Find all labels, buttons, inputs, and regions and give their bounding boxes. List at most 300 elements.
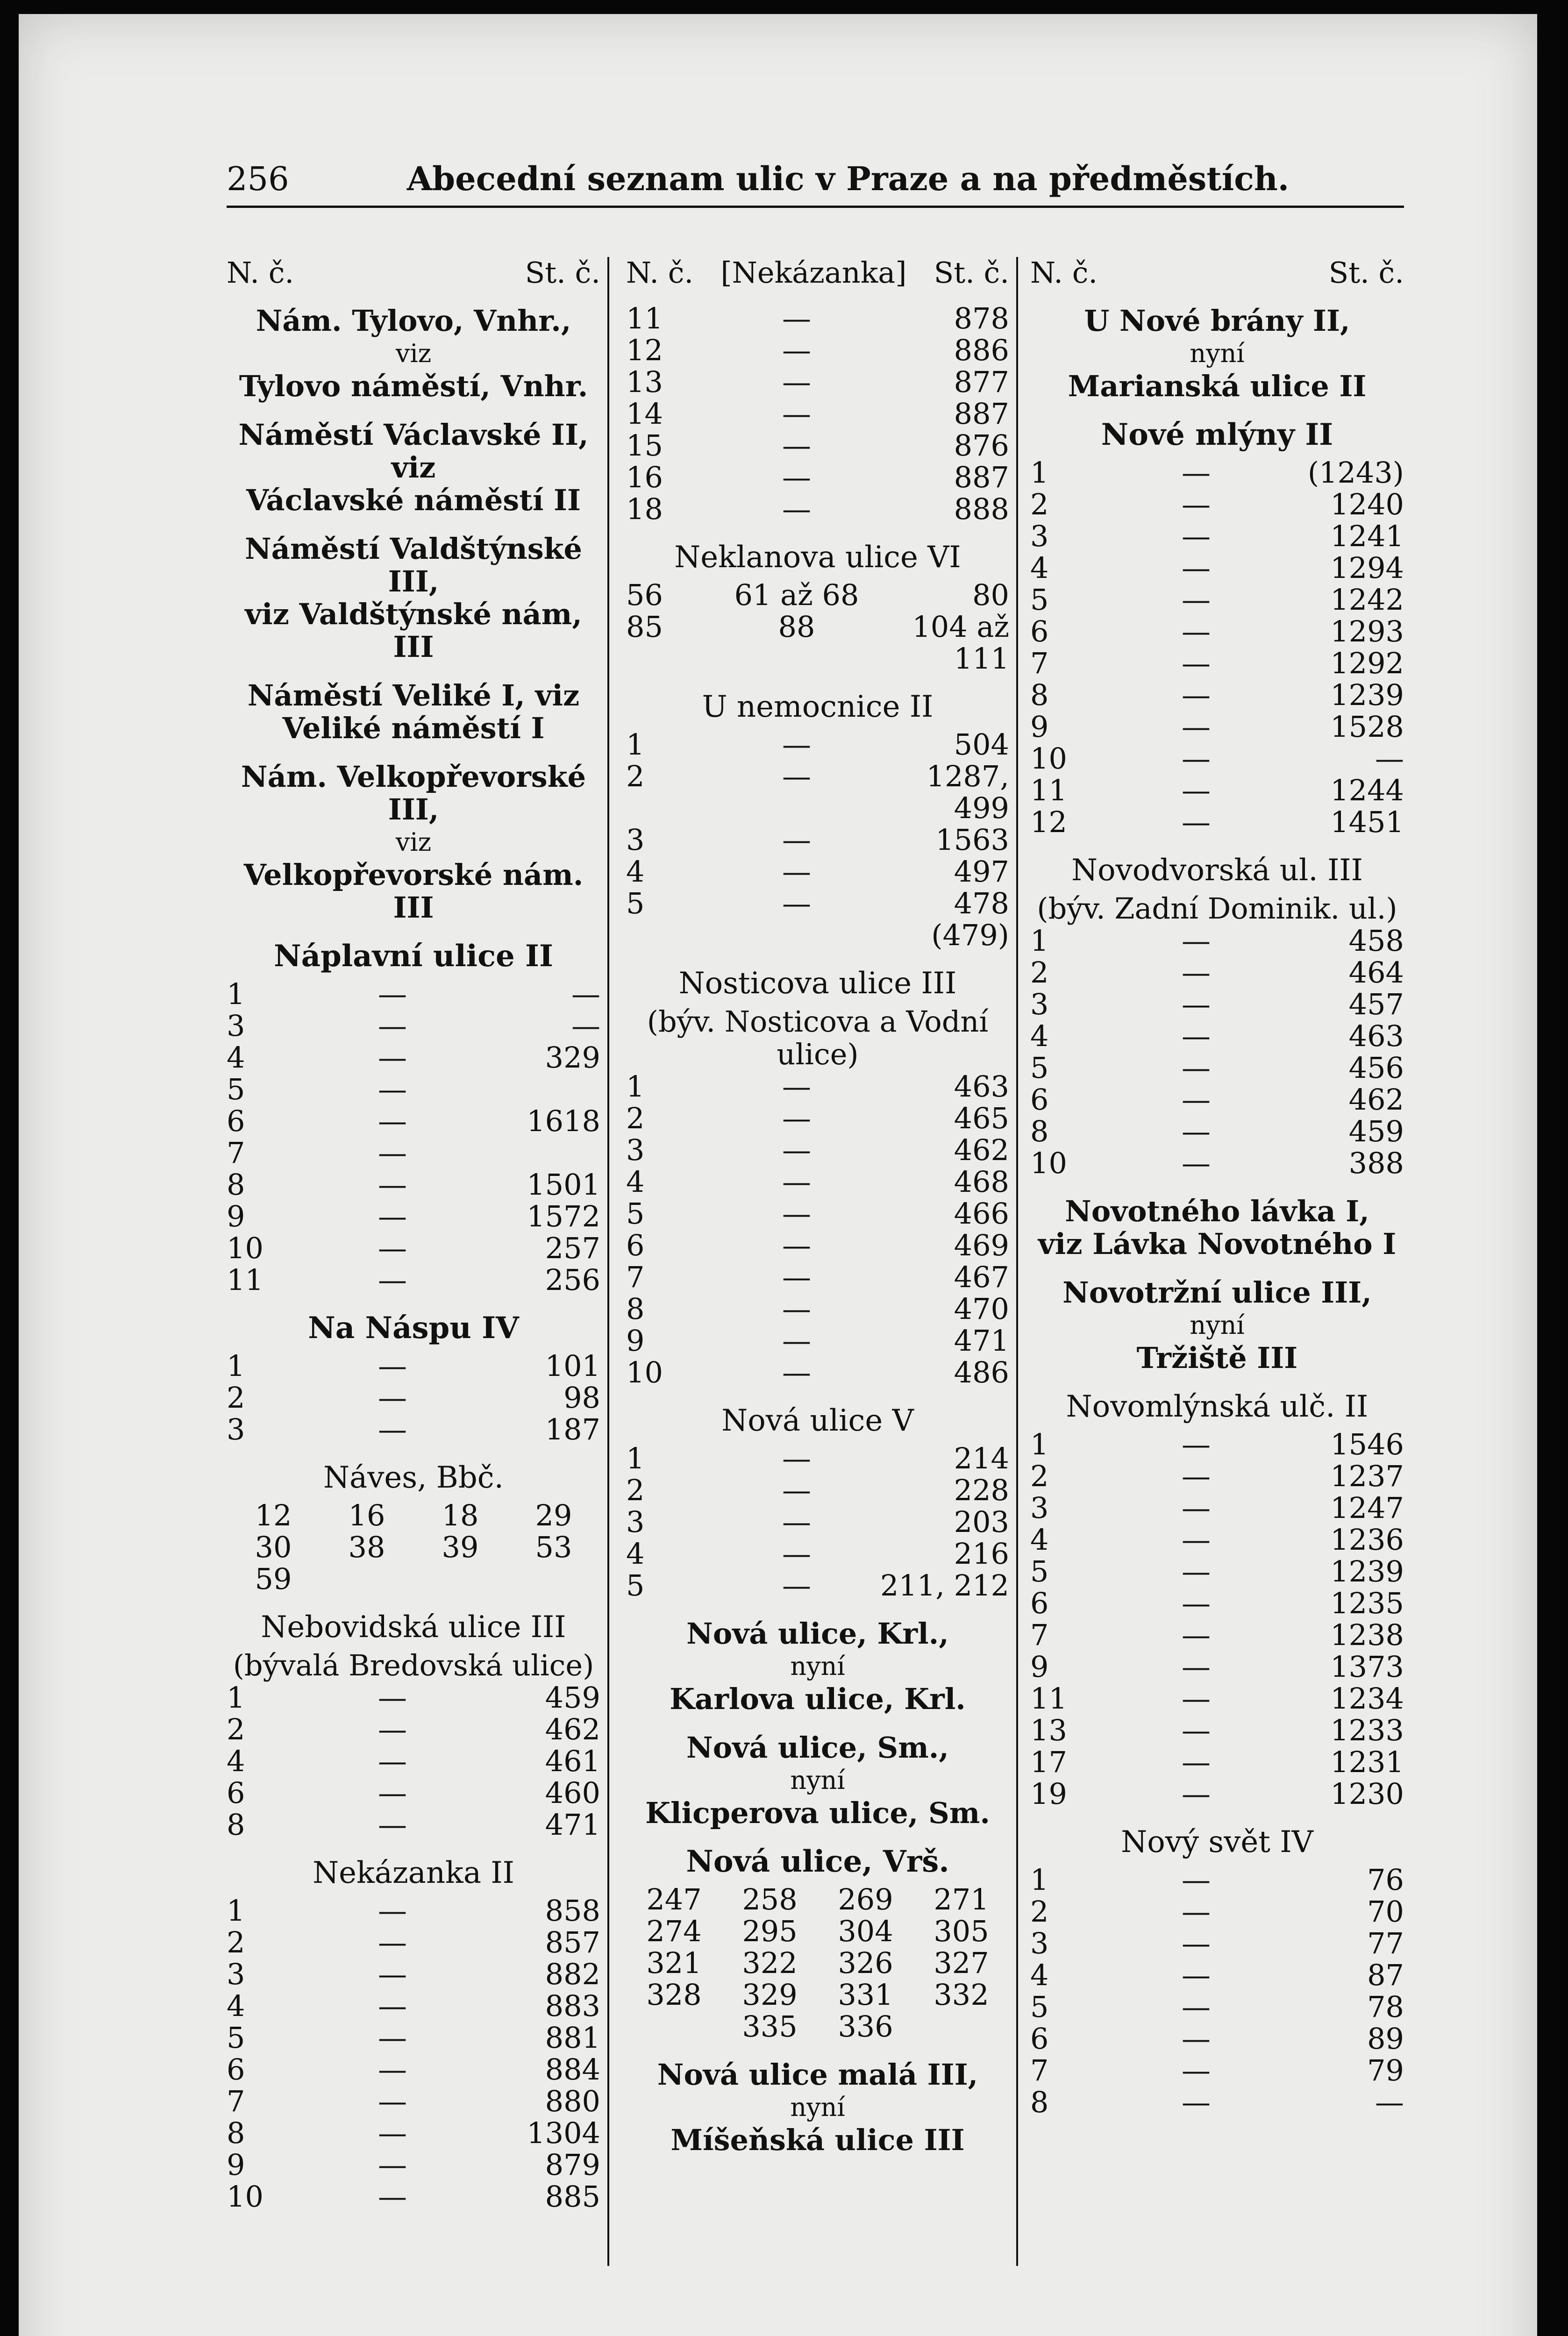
- table-row: [1030, 1052, 1404, 1084]
- house-number: 6: [227, 1104, 245, 1138]
- dash: —: [378, 1040, 407, 1075]
- reference-line: Novotržní ulice III,: [1062, 1275, 1372, 1310]
- house-number: 10: [626, 1355, 663, 1389]
- house-number: 3: [1030, 519, 1049, 553]
- old-number: 1373: [1330, 1650, 1404, 1684]
- col-head-old-number: St. č.: [1328, 256, 1404, 290]
- row-list: [1030, 1429, 1404, 1810]
- scanned-page: [19, 14, 1537, 2336]
- reference-line: Karlova ulice, Krl.: [670, 1682, 966, 1716]
- grid-cell: 336: [838, 2009, 893, 2044]
- house-number: 2: [626, 759, 645, 793]
- dash: —: [782, 1165, 811, 1199]
- old-number: 1233: [1330, 1713, 1404, 1747]
- grid-cell: 332: [934, 1978, 989, 2012]
- house-number: 5: [1030, 1051, 1049, 1085]
- old-number: 1241: [1330, 519, 1404, 553]
- dash: —: [378, 1263, 407, 1297]
- dash: —: [378, 2116, 407, 2150]
- reference-line: nyní: [1190, 1310, 1245, 1340]
- house-number: 8: [1030, 2085, 1049, 2119]
- dash: —: [378, 977, 407, 1011]
- table-row: [626, 579, 1009, 611]
- old-number: 459: [1348, 1114, 1404, 1148]
- table-row: [626, 335, 1009, 366]
- street-section-nemocnice: [626, 691, 1009, 951]
- column-head: [626, 257, 1009, 289]
- house-number: 5: [1030, 583, 1049, 617]
- street-title: Nekázanka II: [313, 1856, 514, 1890]
- cross-references: [227, 305, 600, 924]
- reference-line: Tržiště III: [1136, 1341, 1298, 1375]
- house-number: 13: [1030, 1713, 1067, 1747]
- dash: —: [782, 1260, 811, 1294]
- dash: —: [378, 1712, 407, 1746]
- house-number: 15: [626, 428, 663, 463]
- reference-line: Náměstí Veliké I, viz: [247, 678, 580, 712]
- house-number: 3: [227, 1957, 245, 1991]
- house-number: 1: [227, 977, 245, 1011]
- dash: —: [378, 1744, 407, 1778]
- dash: —: [1182, 1146, 1211, 1180]
- reference-entry: [227, 419, 600, 517]
- dash: —: [1182, 614, 1211, 648]
- house-number: 17: [1030, 1745, 1067, 1779]
- dash: —: [782, 1133, 811, 1167]
- street-title: Náves, Bbč.: [323, 1460, 504, 1495]
- table-row: [626, 1538, 1009, 1570]
- house-number: 2: [626, 1473, 645, 1507]
- reference-line: nyní: [1190, 339, 1245, 368]
- grid-cell: [913, 2011, 1009, 2043]
- dash: —: [378, 1681, 407, 1715]
- reference-line: Nám. Velkopřevorské III,: [241, 760, 586, 826]
- dash: —: [378, 2052, 407, 2087]
- old-number: 77: [1367, 1926, 1404, 1960]
- old-number: 1304: [527, 2116, 600, 2150]
- dash: —: [1182, 2022, 1211, 2056]
- cell: 88: [778, 610, 815, 644]
- table-row: [1030, 1460, 1404, 1492]
- dash: —: [1182, 456, 1211, 490]
- house-number: 9: [1030, 1650, 1049, 1684]
- table-row: [1030, 2087, 1404, 2118]
- house-number: 7: [1030, 646, 1049, 680]
- old-number: 887: [954, 397, 1009, 431]
- street-section-nosticova: [626, 967, 1009, 1389]
- street-title: Náplavní ulice II: [274, 939, 553, 974]
- old-number: 1242: [1330, 583, 1404, 617]
- dash: —: [378, 1989, 407, 2023]
- house-number: 3: [1030, 987, 1049, 1021]
- dash: —: [782, 727, 811, 762]
- old-number: 497: [954, 855, 1009, 889]
- grid-cell: 328: [646, 1978, 702, 2012]
- house-number: 8: [1030, 678, 1049, 712]
- reference-entry: [227, 533, 600, 663]
- old-number: 89: [1367, 2022, 1404, 2056]
- street-section-naplavni: [227, 940, 600, 1296]
- dash: —: [378, 1412, 407, 1446]
- reference-line: Novotného lávka I,: [1065, 1194, 1369, 1228]
- old-number: —: [571, 1009, 600, 1043]
- grid-cell: 18: [442, 1498, 479, 1532]
- dash: —: [1182, 1958, 1211, 1992]
- dash: —: [782, 886, 811, 920]
- grid-cell: [507, 1563, 600, 1595]
- table-row: [1030, 1715, 1404, 1746]
- dash: —: [1182, 1427, 1211, 1461]
- old-number: 1546: [1330, 1427, 1404, 1461]
- house-number: 7: [1030, 2053, 1049, 2087]
- grid-cell: 274: [646, 1914, 702, 1948]
- table-row: [1030, 775, 1404, 806]
- house-number: 10: [1030, 741, 1067, 776]
- cell: 56: [626, 578, 663, 612]
- table-row: [626, 1166, 1009, 1198]
- dash: —: [1182, 1650, 1211, 1684]
- house-number: 7: [227, 2084, 245, 2118]
- house-number: 12: [1030, 805, 1067, 839]
- old-number: 1238: [1330, 1618, 1404, 1652]
- old-number: 256: [545, 1263, 600, 1297]
- grid-cell: 53: [535, 1530, 572, 1564]
- dash: —: [1182, 1083, 1211, 1117]
- table-row: [227, 1682, 600, 1714]
- table-row: [1030, 1991, 1404, 2023]
- dash: —: [378, 1072, 407, 1106]
- dash: —: [1182, 487, 1211, 521]
- house-number: 4: [626, 855, 645, 889]
- grid-cell: 38: [348, 1530, 385, 1564]
- table-row: [1030, 957, 1404, 989]
- house-number: 4: [227, 1744, 245, 1778]
- old-number: 464: [1348, 955, 1404, 990]
- house-number: 6: [626, 1228, 645, 1262]
- column-divider: [1016, 257, 1018, 2266]
- old-number: —: [1375, 2085, 1404, 2119]
- old-number: 471: [545, 1808, 600, 1842]
- house-number: 7: [1030, 1618, 1049, 1652]
- old-number: 1292: [1330, 646, 1404, 680]
- old-number: 504: [954, 727, 1009, 762]
- old-number: 1563: [935, 823, 1009, 857]
- column-head: [227, 257, 600, 289]
- table-row: [1030, 1429, 1404, 1460]
- dash: —: [378, 1925, 407, 1959]
- dash: —: [782, 759, 811, 793]
- dash: —: [1182, 1114, 1211, 1148]
- old-number: 478 (479): [931, 886, 1009, 952]
- table-row: [626, 1293, 1009, 1325]
- old-number: 465: [954, 1101, 1009, 1135]
- reference-entry: [1030, 1276, 1404, 1375]
- old-number: 879: [545, 2148, 600, 2182]
- old-number: 1287, 499: [926, 759, 1009, 825]
- table-row: [227, 1714, 600, 1745]
- old-number: 888: [954, 492, 1009, 526]
- house-number: 2: [227, 1381, 245, 1415]
- street-section-nova-v: [626, 1404, 1009, 1602]
- table-row: [227, 1745, 600, 1777]
- house-number: 18: [626, 492, 663, 526]
- old-number: 456: [1348, 1051, 1404, 1085]
- row-list: [626, 1071, 1009, 1389]
- house-number: 2: [1030, 955, 1049, 990]
- old-number: 463: [1348, 1019, 1404, 1053]
- table-row: [227, 1010, 600, 1042]
- dash: —: [1182, 1926, 1211, 1960]
- reference-line: Nová ulice, Sm.,: [686, 1731, 949, 1765]
- table-row: [1030, 1896, 1404, 1928]
- dash: —: [378, 1776, 407, 1810]
- street-subtitle: ulice): [777, 1037, 859, 1071]
- dash: —: [1182, 646, 1211, 680]
- old-number: 1501: [527, 1168, 600, 1202]
- dash: —: [378, 2084, 407, 2118]
- table-row: [1030, 679, 1404, 711]
- number-grid: [626, 1884, 1009, 2043]
- dash: —: [782, 1292, 811, 1326]
- grid-cell: 329: [742, 1978, 798, 2012]
- grid-cell: 12: [255, 1498, 292, 1532]
- old-number: 87: [1367, 1958, 1404, 1992]
- old-number: 458: [1348, 924, 1404, 958]
- dash: —: [1182, 955, 1211, 990]
- dash: —: [1182, 2085, 1211, 2119]
- table-row: [1030, 989, 1404, 1020]
- dash: —: [378, 1104, 407, 1138]
- table-row: [227, 1074, 600, 1105]
- grid-cell: 331: [838, 1978, 893, 2012]
- house-number: 10: [227, 1231, 264, 1265]
- dash: —: [1182, 1894, 1211, 1929]
- table-row: [1030, 1746, 1404, 1778]
- table-row: [626, 303, 1009, 335]
- street-title: Novomlýnská ulč. II: [1066, 1389, 1368, 1424]
- table-row: [227, 2181, 600, 2213]
- grid-cell: 271: [934, 1882, 989, 1916]
- reference-entry: [626, 1731, 1009, 1830]
- reference-line: viz: [395, 339, 432, 368]
- table-row: [227, 1137, 600, 1169]
- house-number: 4: [1030, 1019, 1049, 1053]
- dash: —: [1182, 1618, 1211, 1652]
- house-number: 1: [227, 1894, 245, 1928]
- dash: —: [378, 1808, 407, 1842]
- table-row: [626, 1506, 1009, 1538]
- table-row: [1030, 648, 1404, 679]
- house-number: 14: [626, 397, 663, 431]
- reference-line: Náměstí Václavské II, viz: [238, 418, 589, 484]
- table-row: [227, 2117, 600, 2149]
- table-row: [227, 1959, 600, 1990]
- dash: —: [1182, 1745, 1211, 1779]
- dash: —: [1182, 987, 1211, 1021]
- table-row: [1030, 457, 1404, 489]
- street-title: Nová ulice, Vrš.: [686, 1844, 949, 1879]
- dash: —: [1182, 1681, 1211, 1716]
- dash: —: [1182, 924, 1211, 958]
- dash: —: [1182, 1777, 1211, 1811]
- house-number: 4: [1030, 551, 1049, 585]
- house-number: 2: [626, 1101, 645, 1135]
- street-title: Nový svět IV: [1121, 1825, 1313, 1859]
- grid-cell: 29: [535, 1498, 572, 1532]
- street-title: Na Náspu IV: [308, 1310, 519, 1346]
- table-row: [626, 366, 1009, 398]
- reference-entry: [1030, 1195, 1404, 1261]
- dash: —: [782, 365, 811, 399]
- col-head-old-number: St. č.: [934, 256, 1009, 290]
- reference-line: Míšeňská ulice III: [670, 2123, 965, 2157]
- house-number: 9: [227, 2148, 245, 2182]
- table-row: [227, 1169, 600, 1201]
- col-head-running-title: [Nekázanka]: [720, 256, 907, 290]
- col-head-number: N. č.: [227, 256, 294, 290]
- dash: —: [782, 492, 811, 526]
- house-number: 4: [1030, 1958, 1049, 1992]
- old-number: 203: [954, 1505, 1009, 1539]
- table-row: [1030, 2023, 1404, 2055]
- house-number: 10: [227, 2179, 264, 2214]
- reference-entry: [227, 761, 600, 924]
- old-number: (1243): [1307, 456, 1404, 490]
- old-number: 70: [1367, 1894, 1404, 1929]
- table-row: [1030, 520, 1404, 552]
- house-number: 3: [227, 1412, 245, 1446]
- dash: —: [378, 2148, 407, 2182]
- old-number: 388: [1348, 1146, 1404, 1180]
- dash: —: [782, 1537, 811, 1571]
- house-number: 4: [227, 1989, 245, 2023]
- number-grid: [227, 1500, 600, 1595]
- old-number: 1239: [1330, 678, 1404, 712]
- old-number: 78: [1367, 1990, 1404, 2024]
- house-number: 3: [626, 1133, 645, 1167]
- house-number: 1: [626, 1069, 645, 1104]
- dash: —: [378, 1168, 407, 1202]
- house-number: 16: [626, 460, 663, 494]
- old-number: 1231: [1330, 1745, 1404, 1779]
- old-number: 329: [545, 1040, 600, 1075]
- dash: —: [782, 397, 811, 431]
- house-number: 6: [1030, 1586, 1049, 1620]
- house-number: 11: [1030, 773, 1067, 807]
- grid-cell: [626, 2011, 722, 2043]
- dash: —: [782, 1324, 811, 1358]
- row-list: [626, 729, 1009, 951]
- old-number: 257: [545, 1231, 600, 1265]
- dash: —: [1182, 1990, 1211, 2024]
- dash: —: [782, 301, 811, 335]
- old-number: 1618: [527, 1104, 600, 1138]
- house-number: 10: [1030, 1146, 1067, 1180]
- table-row: [227, 978, 600, 1010]
- grid-cell: 327: [934, 1946, 989, 1980]
- page-title: Abecední seznam ulic v Praze a na předměstích.: [406, 159, 1290, 198]
- street-section-nove-mlyny: [1030, 419, 1404, 838]
- col-head-old-number: St. č.: [525, 256, 600, 290]
- house-number: 4: [1030, 1523, 1049, 1557]
- house-number: 2: [1030, 1894, 1049, 1929]
- table-row: [626, 1198, 1009, 1230]
- cell: 104 až 111: [912, 610, 1009, 676]
- table-row: [227, 1927, 600, 1959]
- table-row: [1030, 1864, 1404, 1896]
- table-row: [1030, 1147, 1404, 1179]
- old-number: 1528: [1330, 710, 1404, 744]
- table-row: [626, 1261, 1009, 1293]
- house-number: 6: [227, 2052, 245, 2087]
- table-row: [227, 1350, 600, 1382]
- dash: —: [1182, 1019, 1211, 1053]
- house-number: 3: [626, 823, 645, 857]
- reference-line: U Nové brány II,: [1084, 304, 1350, 338]
- grid-cell: 326: [838, 1946, 893, 1980]
- table-row: [227, 2149, 600, 2181]
- old-number: 885: [545, 2179, 600, 2214]
- table-row: [227, 2054, 600, 2086]
- column-head: [1030, 257, 1404, 289]
- old-number: 1237: [1330, 1459, 1404, 1493]
- col-head-number: N. č.: [626, 256, 694, 290]
- grid-cell: 269: [838, 1882, 893, 1916]
- reference-entry: [626, 2058, 1009, 2157]
- table-row: [227, 1895, 600, 1927]
- house-number: 1: [1030, 1427, 1049, 1461]
- row-list: [227, 1682, 600, 1841]
- grid-cell: 321: [646, 1946, 702, 1980]
- old-number: 1294: [1330, 551, 1404, 585]
- grid-cell: 30: [255, 1530, 292, 1564]
- old-number: —: [571, 977, 600, 1011]
- street-title: Nosticova ulice III: [678, 966, 957, 1001]
- table-row: [1030, 489, 1404, 520]
- cell: 85: [626, 610, 663, 644]
- table-row: [1030, 1116, 1404, 1147]
- dash: —: [1182, 551, 1211, 585]
- dash: —: [782, 855, 811, 889]
- dash: —: [782, 1473, 811, 1507]
- house-number: 3: [1030, 1926, 1049, 1960]
- house-number: 1: [626, 1441, 645, 1475]
- old-number: 462: [545, 1712, 600, 1746]
- old-number: 1244: [1330, 773, 1404, 807]
- table-row: [1030, 2055, 1404, 2087]
- grid-cell: 295: [742, 1914, 798, 1948]
- dash: —: [1182, 1713, 1211, 1747]
- house-number: 3: [1030, 1491, 1049, 1525]
- dash: —: [378, 1009, 407, 1043]
- house-number: 1: [227, 1349, 245, 1383]
- old-number: 880: [545, 2084, 600, 2118]
- table-row: [626, 1071, 1009, 1103]
- dash: —: [782, 1228, 811, 1262]
- house-number: 5: [1030, 1554, 1049, 1588]
- row-list: [626, 303, 1009, 525]
- old-number: 1572: [527, 1199, 600, 1233]
- reference-entry: [626, 1617, 1009, 1716]
- dash: —: [1182, 1459, 1211, 1493]
- dash: —: [1182, 773, 1211, 807]
- house-number: 9: [626, 1324, 645, 1358]
- grid-cell: [413, 1563, 507, 1595]
- old-number: 471: [954, 1324, 1009, 1358]
- row-list: [227, 1350, 600, 1446]
- old-number: 469: [954, 1228, 1009, 1262]
- dash: —: [1182, 678, 1211, 712]
